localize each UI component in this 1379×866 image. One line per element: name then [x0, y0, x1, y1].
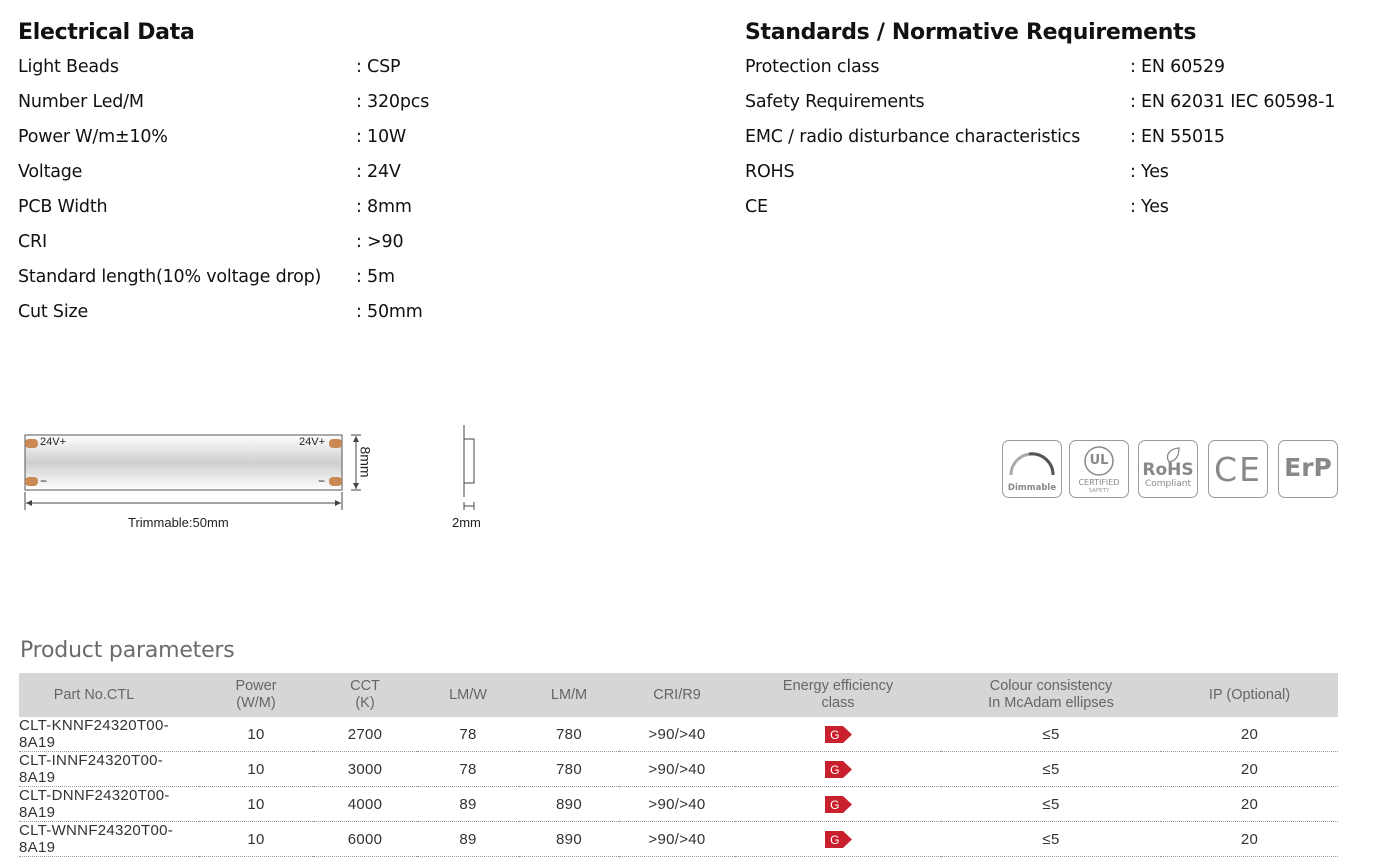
- cell-energy: [735, 787, 941, 822]
- energy-class-badge: [825, 761, 852, 778]
- electrical-spec-value: : 24V: [356, 162, 401, 182]
- cell-energy: [735, 822, 941, 857]
- cell-cri: >90/>40: [619, 787, 735, 822]
- cell-part: CLT-DNNF24320T00-8A19: [19, 787, 199, 822]
- table-row: [19, 752, 1338, 787]
- cell-energy: [735, 717, 941, 752]
- product-parameters-table: [19, 673, 1338, 857]
- table-row: [19, 787, 1338, 822]
- header-power: Power (W/M): [199, 673, 313, 717]
- rohs-mark: RoHS: [1142, 460, 1194, 480]
- cell-cct: 4000: [313, 787, 417, 822]
- electrical-spec-label: CRI: [18, 232, 47, 252]
- header-part-no: Part No.CTL: [19, 673, 199, 717]
- table-body: [19, 717, 1338, 857]
- electrical-spec-value: : 320pcs: [356, 92, 430, 112]
- width-dimension-label: 8mm: [357, 446, 374, 478]
- cell-lmw: 89: [417, 787, 519, 822]
- electrical-spec-label: Cut Size: [18, 302, 89, 322]
- energy-class-badge: [825, 831, 852, 848]
- ce-mark: CE: [1214, 450, 1262, 489]
- rohs-icon: [1138, 440, 1198, 498]
- header-cct: CCT (K): [313, 673, 417, 717]
- cell-cri: >90/>40: [619, 822, 735, 857]
- ul-certified-icon: [1069, 440, 1129, 498]
- energy-class-letter: G: [829, 762, 840, 777]
- electrical-spec-label: Number Led/M: [18, 92, 144, 112]
- cell-part: CLT-INNF24320T00-8A19: [19, 752, 199, 787]
- electrical-spec-label: PCB Width: [18, 197, 108, 217]
- table-row: [19, 717, 1338, 752]
- cell-power: 10: [199, 752, 313, 787]
- cell-power: 10: [199, 822, 313, 857]
- cell-ip: 20: [1161, 752, 1338, 787]
- standard-spec-label: EMC / radio disturbance characteristics: [745, 127, 1081, 147]
- erp-mark: ErP: [1284, 453, 1332, 482]
- right-pad-label: 24V+: [299, 436, 325, 448]
- cell-colour: ≤5: [941, 822, 1161, 857]
- standard-spec-value: : EN 60529: [1130, 57, 1225, 77]
- dimmable-label: Dimmable: [1007, 483, 1057, 493]
- product-parameters-title: Product parameters: [20, 638, 235, 663]
- cell-ip: 20: [1161, 717, 1338, 752]
- header-energy-class: Energy efficiency class: [735, 673, 941, 717]
- standard-spec-label: Safety Requirements: [745, 92, 925, 112]
- cell-lmm: 780: [519, 752, 619, 787]
- solder-pad: [329, 477, 342, 486]
- electrical-spec-label: Voltage: [18, 162, 83, 182]
- thickness-label: 2mm: [452, 515, 481, 530]
- erp-icon: [1278, 440, 1338, 498]
- header-colour-consistency: Colour consistency In McAdam ellipses: [941, 673, 1161, 717]
- standard-spec-label: CE: [745, 197, 768, 217]
- standard-spec-value: : Yes: [1130, 197, 1169, 217]
- cell-part: CLT-WNNF24320T00-8A19: [19, 822, 199, 857]
- solder-pad: [25, 477, 38, 486]
- energy-class-letter: G: [829, 797, 840, 812]
- cell-power: 10: [199, 717, 313, 752]
- cell-lmm: 780: [519, 717, 619, 752]
- energy-class-letter: G: [829, 727, 840, 742]
- cell-cct: 6000: [313, 822, 417, 857]
- standard-spec-label: ROHS: [745, 162, 795, 182]
- solder-pad: [329, 439, 342, 448]
- standard-spec-value: : EN 55015: [1130, 127, 1225, 147]
- cell-colour: ≤5: [941, 752, 1161, 787]
- energy-class-letter: G: [829, 832, 840, 847]
- cell-cct: 2700: [313, 717, 417, 752]
- electrical-spec-value: : >90: [356, 232, 404, 252]
- energy-class-badge: [825, 726, 852, 743]
- electrical-spec-value: : 8mm: [356, 197, 412, 217]
- ul-safety-label: SAFETY: [1088, 488, 1110, 494]
- electrical-spec-value: : 10W: [356, 127, 407, 147]
- cell-energy: [735, 752, 941, 787]
- cell-cri: >90/>40: [619, 717, 735, 752]
- header-cri-r9: CRI/R9: [619, 673, 735, 717]
- standards-title: Standards / Normative Requirements: [745, 20, 1197, 45]
- strip-body: [25, 435, 342, 490]
- electrical-spec-value: : 50mm: [356, 302, 423, 322]
- cell-lmw: 78: [417, 717, 519, 752]
- header-lm-m: LM/M: [519, 673, 619, 717]
- cell-lmw: 78: [417, 752, 519, 787]
- electrical-spec-label: Standard length(10% voltage drop): [18, 267, 322, 287]
- header-ip: IP (Optional): [1161, 673, 1338, 717]
- electrical-spec-value: : CSP: [356, 57, 401, 77]
- ul-mark: UL: [1089, 453, 1109, 468]
- standard-spec-value: : EN 62031 IEC 60598-1: [1130, 92, 1336, 112]
- solder-pad: [25, 439, 38, 448]
- electrical-data-title: Electrical Data: [18, 20, 195, 45]
- cell-part: CLT-KNNF24320T00-8A19: [19, 717, 199, 752]
- electrical-spec-value: : 5m: [356, 267, 395, 287]
- cell-ip: 20: [1161, 822, 1338, 857]
- dimmable-icon: [1002, 440, 1062, 498]
- header-lm-w: LM/W: [417, 673, 519, 717]
- standard-spec-label: Protection class: [745, 57, 880, 77]
- cell-colour: ≤5: [941, 787, 1161, 822]
- cell-ip: 20: [1161, 787, 1338, 822]
- cell-colour: ≤5: [941, 717, 1161, 752]
- ce-icon: [1208, 440, 1268, 498]
- ul-certified-label: CERTIFIED: [1078, 478, 1120, 487]
- trim-label: Trimmable:50mm: [128, 515, 229, 530]
- cell-lmw: 89: [417, 822, 519, 857]
- electrical-spec-label: Power W/m±10%: [18, 127, 168, 147]
- energy-class-badge: [825, 796, 852, 813]
- table-row: [19, 822, 1338, 857]
- rohs-compliant-label: Compliant: [1144, 479, 1192, 489]
- cell-power: 10: [199, 787, 313, 822]
- standard-spec-value: : Yes: [1130, 162, 1169, 182]
- cell-lmm: 890: [519, 822, 619, 857]
- table-header-row: [19, 673, 1338, 717]
- electrical-spec-label: Light Beads: [18, 57, 119, 77]
- cell-cct: 3000: [313, 752, 417, 787]
- left-minus-label: −: [40, 474, 48, 488]
- left-pad-label: 24V+: [40, 436, 66, 448]
- cell-cri: >90/>40: [619, 752, 735, 787]
- right-minus-label: −: [318, 474, 326, 488]
- cell-lmm: 890: [519, 787, 619, 822]
